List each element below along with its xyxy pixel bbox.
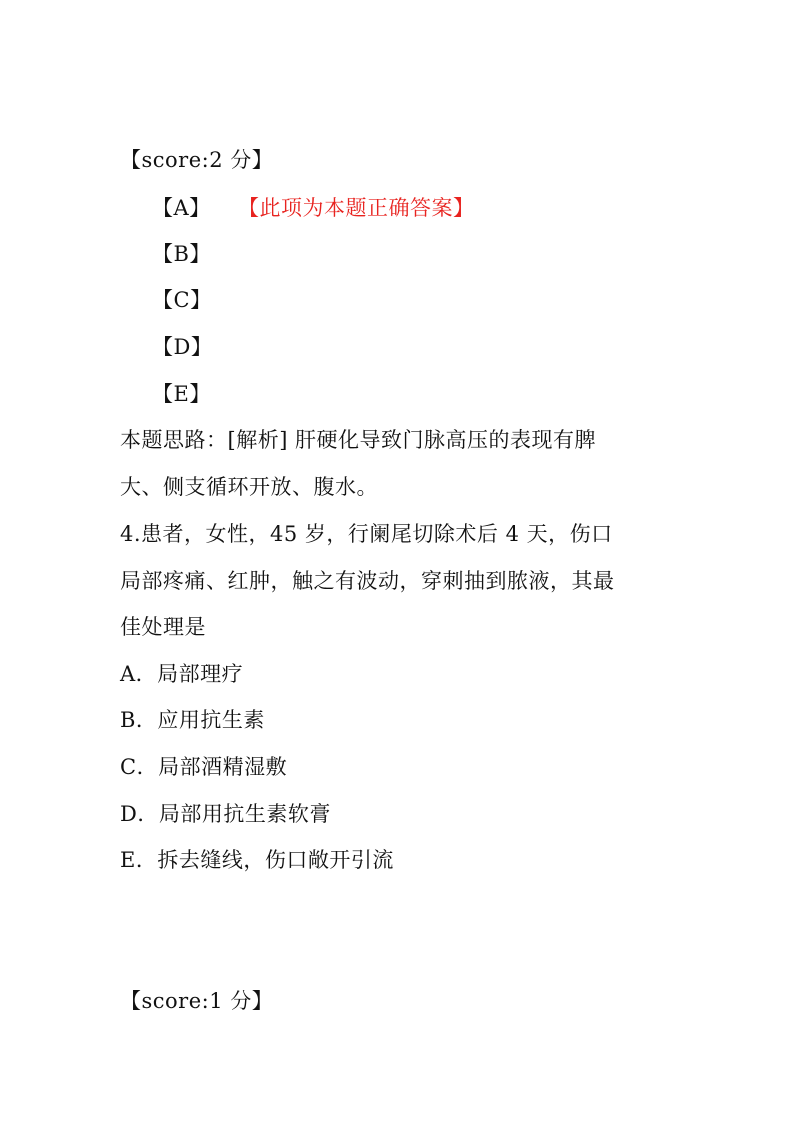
- score-label: 【score:1 分】: [120, 989, 274, 1013]
- option-e: 【E】: [152, 382, 211, 406]
- choice-b: B．应用抗生素: [120, 708, 265, 732]
- correct-answer-marker: 【此项为本题正确答案】: [238, 196, 475, 220]
- score-label: 【score:2 分】: [120, 148, 274, 172]
- option-c: 【C】: [152, 288, 212, 312]
- explanation-line-1: 本题思路：[解析] 肝硬化导致门脉高压的表现有脾: [120, 428, 597, 452]
- question-stem-line-1: 4.患者，女性，45 岁，行阑尾切除术后 4 天，伤口: [120, 522, 613, 546]
- option-b: 【B】: [152, 242, 211, 266]
- choice-e: E．拆去缝线，伤口敞开引流: [120, 848, 394, 872]
- choice-c: C．局部酒精湿敷: [120, 755, 288, 779]
- question-stem-line-2: 局部疼痛、红肿，触之有波动，穿刺抽到脓液，其最: [120, 569, 615, 593]
- option-a: 【A】: [152, 196, 211, 220]
- option-d: 【D】: [152, 335, 213, 359]
- choice-a: A．局部理疗: [120, 662, 244, 686]
- explanation-line-2: 大、侧支循环开放、腹水。: [120, 475, 378, 499]
- question-stem-line-3: 佳处理是: [120, 615, 206, 639]
- choice-d: D．局部用抗生素软膏: [120, 802, 331, 826]
